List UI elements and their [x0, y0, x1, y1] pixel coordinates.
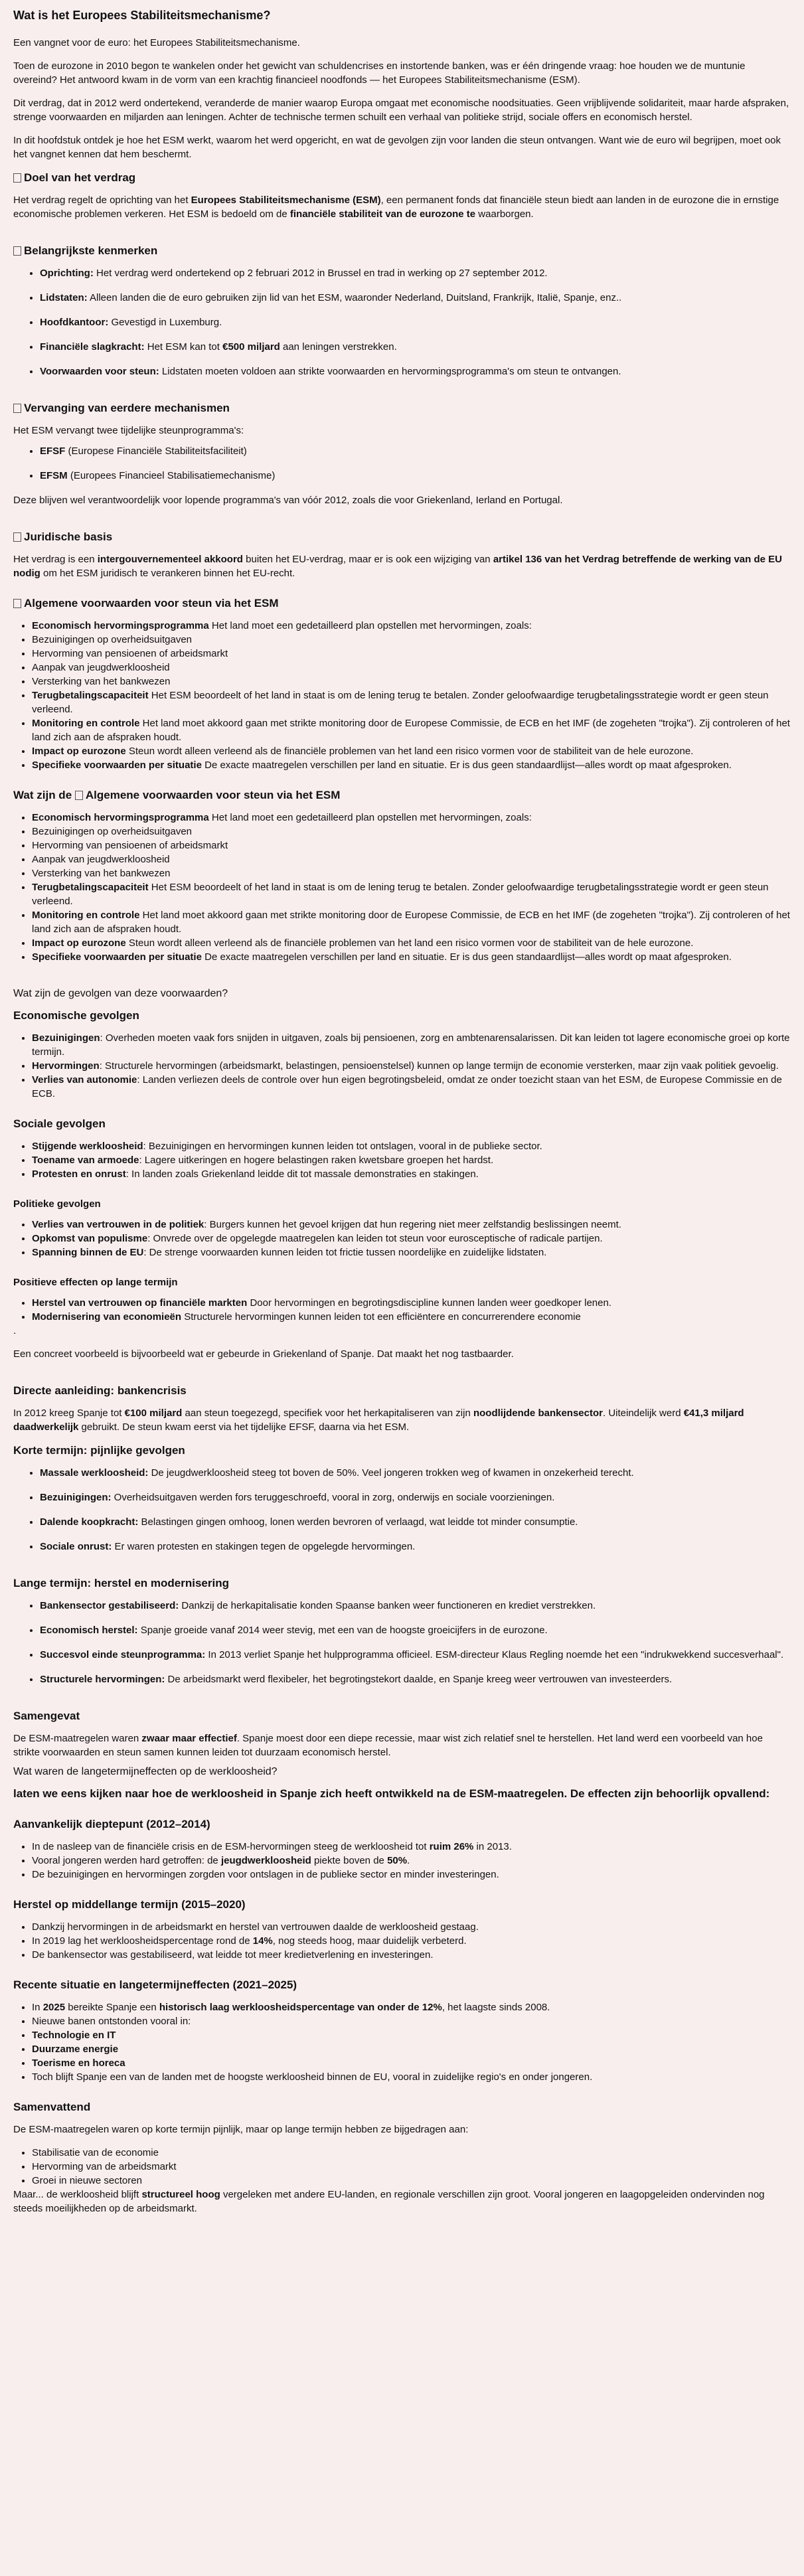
list-item: • Opkomst van populisme: Onvrede over de opgelegde maatregelen kan leiden tot steun voor eurosceptische of radicale partijen.: [32, 1232, 791, 1246]
list-item: • Modernisering van economieën Structurele hervormingen kunnen leiden tot een efficiëntere en concurrerendere economie: [32, 1310, 791, 1324]
list-item: • Vooral jongeren werden hard getroffen: de jeugdwerkloosheid piekte boven de 50%.: [32, 1854, 791, 1868]
samengevat-paragraph: De ESM-maatregelen waren zwaar maar effectief. Spanje moest door een diepe recessie, maar wist zich relatief snel te herstellen. Het land werd een voorbeeld van hoe strikte voorwaarden en steun samen kunnen leiden tot duurzaam economisch herstel.: [13, 1733, 763, 1758]
langetermijn-question: Wat waren de langetermijneffecten op de werkloosheid?: [13, 1766, 278, 1777]
korte-termijn-list: [13, 1466, 791, 1554]
lange-termijn-list: [13, 1599, 791, 1686]
list-item: • Dalende koopkracht: Belastingen gingen omhoog, lonen werden bevroren of verlaagd, wat leidde tot minder consumptie.: [40, 1515, 791, 1529]
list-item: • Hervormingen: Structurele hervormingen (arbeidsmarkt, belastingen, pensioenstelsel) kunnen op lange termijn de economie versterken, maar zijn vaak politiek gevoelig.: [32, 1059, 791, 1073]
list-item: • Stijgende werkloosheid: Bezuinigingen en hervormingen kunnen leiden tot ontslagen, vooral in de publieke sector.: [32, 1139, 791, 1153]
dieptepunt-list: [13, 1840, 791, 1882]
economisch-heading: Economische gevolgen: [13, 1009, 139, 1022]
list-item: • Sociale onrust: Er waren protesten en stakingen tegen de opgelegde hervormingen.: [40, 1540, 791, 1554]
list-item: • Spanning binnen de EU: De strenge voorwaarden kunnen leiden tot frictie tussen noordelijke en zuidelijke lidstaten.: [32, 1246, 791, 1259]
intro-tagline: Een vangnet voor de euro: het Europees Stabiliteitsmechanisme.: [13, 37, 300, 48]
list-item: • Monitoring en controle Het land moet akkoord gaan met strikte monitoring door de Europese Commissie, de ECB en het IMF (de zogeheten "trojka"). Zij controleren of het land zich aan de afspraken houdt.: [32, 908, 791, 936]
list-item: • Bankensector gestabiliseerd: Dankzij de herkapitalisatie konden Spaanse banken weer functioneren en krediet verstrekken.: [40, 1599, 791, 1613]
recent-heading: Recente situatie en langetermijneffecten (2021–2025): [13, 1978, 297, 1991]
voorwaarden-list: [13, 619, 791, 772]
list-item: • Oprichting: Het verdrag werd ondertekend op 2 februari 2012 in Brussel en trad in werking op 27 september 2012.: [40, 266, 791, 280]
list-item: • Financiële slagkracht: Het ESM kan tot €500 miljard aan leningen verstrekken.: [40, 340, 791, 354]
gevolgen-question: Wat zijn de gevolgen van deze voorwaarden?: [13, 988, 228, 999]
intro-paragraph-2: Dit verdrag, dat in 2012 werd ondertekend, veranderde de manier waarop Europa omgaat met economische noodsituaties. Geen vrijblijvende solidariteit, maar harde afspraken, strenge voorwaarden en miljarden aan leningen. Achter de technische termen schuilt een verhaal van politieke strijd, sociale offers en economisch herstel.: [13, 98, 789, 123]
vervanging-outro: Deze blijven wel verantwoordelijk voor lopende programma's van vóór 2012, zoals die voor Griekenland, Ierland en Portugal.: [13, 495, 563, 506]
list-item: • Massale werkloosheid: De jeugdwerkloosheid steeg tot boven de 50%. Veel jongeren trokken weg of kwamen in onzekerheid terecht.: [40, 1466, 791, 1480]
dieptepunt-heading: Aanvankelijk dieptepunt (2012–2014): [13, 1818, 210, 1830]
juridisch-heading: Juridische basis: [13, 530, 791, 544]
positief-dot: .: [13, 1325, 17, 1336]
list-item: • Technologie en IT: [32, 2028, 791, 2042]
economisch-list: [13, 1031, 791, 1101]
list-item: • Toch blijft Spanje een van de landen met de hoogste werkloosheid binnen de EU, vooral in zuidelijke regio's en onder jongeren.: [32, 2070, 791, 2084]
positief-list: [13, 1296, 791, 1324]
page-title: Wat is het Europees Stabiliteitsmechanisme?: [13, 9, 271, 22]
politiek-list: [13, 1218, 791, 1259]
voorwaarden-vraag-heading: Wat zijn de Algemene voorwaarden voor steun via het ESM: [13, 789, 341, 801]
intro-paragraph-3: In dit hoofdstuk ontdek je hoe het ESM werkt, waarom het werd opgericht, en wat de gevolgen zijn voor landen die steun ontvangen. Want wie de euro wil begrijpen, moet ook het vangnet kennen dat hem beschermt.: [13, 135, 781, 160]
samenvattend-heading: Samenvattend: [13, 2101, 91, 2113]
intro-paragraph-1: Toen de eurozone in 2010 begon te wankelen onder het gewicht van schuldencrises en instortende banken, was er één dringende vraag: hoe houden we de muntunie overeind? Het antwoord kwam in de vorm van een krachtig financieel noodfonds — het Europees Stabiliteitsmechanisme (ESM).: [13, 60, 746, 86]
vervanging-heading: Vervanging van eerdere mechanismen: [13, 401, 791, 416]
sociaal-heading: Sociale gevolgen: [13, 1117, 106, 1130]
list-item: • Duurzame energie: [32, 2042, 791, 2056]
vervanging-intro: Het ESM vervangt twee tijdelijke steunprogramma's:: [13, 425, 244, 436]
placeholder-glyph-icon: [13, 404, 21, 413]
langetermijn-heading: laten we eens kijken naar hoe de werkloosheid in Spanje zich heeft ontwikkeld na de ESM-maatregelen. De effecten zijn behoorlijk opvallend:: [13, 1787, 770, 1800]
list-item: • Hervorming van pensioenen of arbeidsmarkt: [32, 647, 791, 661]
samenvattend-paragraph: Maar... de werkloosheid blijft structureel hoog vergeleken met andere EU-landen, en regionale verschillen zijn groot. Vooral jongeren en laagopgeleiden ondervinden nog steeds moeilijkheden op de arbeidsmarkt.: [13, 2189, 765, 2214]
doel-heading: Doel van het verdrag: [13, 171, 791, 185]
samengevat-heading: Samengevat: [13, 1710, 80, 1722]
list-item: • De bezuinigingen en hervormingen zorgden voor ontslagen in de publieke sector en minder investeringen.: [32, 1868, 791, 1882]
list-item: • Hervorming van pensioenen of arbeidsmarkt: [32, 839, 791, 852]
list-item: • Versterking van het bankwezen: [32, 675, 791, 688]
list-item: • Economisch hervormingsprogramma Het land moet een gedetailleerd plan opstellen met hervormingen, zoals:: [32, 619, 791, 633]
list-item: • Verlies van vertrouwen in de politiek: Burgers kunnen het gevoel krijgen dat hun regering niet meer zelfstandig beslissingen neemt.: [32, 1218, 791, 1232]
list-item: • Lidstaten: Alleen landen die de euro gebruiken zijn lid van het ESM, waaronder Nederland, Duitsland, Frankrijk, Italië, Spanje, enz..: [40, 291, 791, 305]
list-item: • Bezuinigingen op overheidsuitgaven: [32, 633, 791, 647]
list-item: • In 2019 lag het werkloosheidspercentage rond de 14%, nog steeds hoog, maar duidelijk verbeterd.: [32, 1934, 791, 1948]
list-item: • Economisch hervormingsprogramma Het land moet een gedetailleerd plan opstellen met hervormingen, zoals:: [32, 811, 791, 825]
kenmerken-heading: Belangrijkste kenmerken: [13, 244, 791, 258]
list-item: • Structurele hervormingen: De arbeidsmarkt werd flexibeler, het begrotingstekort daalde, en Spanje kreeg weer vertrouwen van investeerders.: [40, 1672, 791, 1686]
placeholder-glyph-icon: [13, 173, 21, 183]
list-item: • De bankensector was gestabiliseerd, wat leidde tot meer kredietverlening en investeringen.: [32, 1948, 791, 1962]
list-item: • Toename van armoede: Lagere uitkeringen en hogere belastingen raken kwetsbare groepen het hardst.: [32, 1153, 791, 1167]
list-item: • Protesten en onrust: In landen zoals Griekenland leidde dit tot massale demonstraties en stakingen.: [32, 1167, 791, 1181]
list-item: • Dankzij hervormingen in de arbeidsmarkt en herstel van vertrouwen daalde de werkloosheid gestaag.: [32, 1920, 791, 1934]
samenvattend-list: [13, 2146, 791, 2188]
list-item: • Nieuwe banen ontstonden vooral in:: [32, 2014, 791, 2028]
list-item: • Bezuinigingen: Overheden moeten vaak fors snijden in uitgaven, zoals bij pensioenen, zorg en ambtenarensalarissen. Dit kan leiden tot lagere economische groei op korte termijn.: [32, 1031, 791, 1059]
list-item: • Bezuinigingen: Overheidsuitgaven werden fors teruggeschroefd, vooral in zorg, onderwijs en sociale voorzieningen.: [40, 1490, 791, 1504]
list-item: • In de nasleep van de financiële crisis en de ESM-hervormingen steeg de werkloosheid tot ruim 26% in 2013.: [32, 1840, 791, 1854]
list-item: • Groei in nieuwe sectoren: [32, 2174, 791, 2188]
placeholder-glyph-icon: [13, 599, 21, 608]
juridisch-paragraph: Het verdrag is een intergouvernementeel akkoord buiten het EU-verdrag, maar er is ook een wijziging van artikel 136 van het Verdrag betreffende de werking van de EU nodig om het ESM juridisch te verankeren binnen het EU-recht.: [13, 554, 782, 579]
placeholder-glyph-icon: [13, 246, 21, 256]
korte-termijn-heading: Korte termijn: pijnlijke gevolgen: [13, 1444, 185, 1457]
list-item: • Versterking van het bankwezen: [32, 866, 791, 880]
list-item: • EFSM (Europees Financieel Stabilisatiemechanisme): [40, 469, 791, 483]
samenvattend-intro: De ESM-maatregelen waren op korte termijn pijnlijk, maar op lange termijn hebben ze bijgedragen aan:: [13, 2124, 469, 2135]
voorwaarden-list-2: [13, 811, 791, 964]
list-item: • Verlies van autonomie: Landen verliezen deels de controle over hun eigen begrotingsbeleid, omdat ze onder toezicht staan van het ESM, de Europese Commissie en de ECB.: [32, 1073, 791, 1101]
voorbeeld-paragraph: Een concreet voorbeeld is bijvoorbeeld wat er gebeurde in Griekenland of Spanje. Dat maakt het nog tastbaarder.: [13, 1348, 514, 1360]
list-item: • Impact op eurozone Steun wordt alleen verleend als de financiële problemen van het land een risico vormen voor de stabiliteit van de hele eurozone.: [32, 744, 791, 758]
positief-heading: Positieve effecten op lange termijn: [13, 1277, 178, 1288]
politiek-heading: Politieke gevolgen: [13, 1198, 101, 1210]
list-item: • Hoofdkantoor: Gevestigd in Luxemburg.: [40, 315, 791, 329]
list-item: • Terugbetalingscapaciteit Het ESM beoordeelt of het land in staat is om de lening terug te betalen. Zonder geloofwaardige terugbetalingsstrategie wordt er geen steun verleend.: [32, 880, 791, 908]
list-item: • Specifieke voorwaarden per situatie De exacte maatregelen verschillen per land en situatie. Er is dus geen standaardlijst—alles wordt op maat afgesproken.: [32, 950, 791, 964]
list-item: • Impact op eurozone Steun wordt alleen verleend als de financiële problemen van het land een risico vormen voor de stabiliteit van de hele eurozone.: [32, 936, 791, 950]
list-item: • Stabilisatie van de economie: [32, 2146, 791, 2160]
list-item: • Hervorming van de arbeidsmarkt: [32, 2160, 791, 2174]
doel-paragraph: Het verdrag regelt de oprichting van het Europees Stabiliteitsmechanisme (ESM), een permanent fonds dat financiële steun biedt aan landen in de eurozone die in ernstige economische problemen verkeren. Het ESM is bedoeld om de financiële stabiliteit van de eurozone te waarborgen.: [13, 195, 779, 220]
voorwaarden-heading: Algemene voorwaarden voor steun via het ESM: [13, 596, 791, 611]
aanleiding-paragraph: In 2012 kreeg Spanje tot €100 miljard aan steun toegezegd, specifiek voor het herkapitaliseren van zijn noodlijdende bankensector. Uiteindelijk werd €41,3 miljard daadwerkelijk gebruikt. De steun kwam eerst via het tijdelijke EFSF, daarna via het ESM.: [13, 1408, 744, 1433]
list-item: • Voorwaarden voor steun: Lidstaten moeten voldoen aan strikte voorwaarden en hervormingsprogramma's om steun te ontvangen.: [40, 364, 791, 378]
lange-termijn-heading: Lange termijn: herstel en modernisering: [13, 1577, 229, 1589]
list-item: • In 2025 bereikte Spanje een historisch laag werkloosheidspercentage van onder de 12%, het laagste sinds 2008.: [32, 2000, 791, 2014]
sociaal-list: [13, 1139, 791, 1181]
list-item: • Bezuinigingen op overheidsuitgaven: [32, 825, 791, 839]
list-item: • Terugbetalingscapaciteit Het ESM beoordeelt of het land in staat is om de lening terug te betalen. Zonder geloofwaardige terugbetalingsstrategie wordt er geen steun verleend.: [32, 688, 791, 716]
list-item: • Aanpak van jeugdwerkloosheid: [32, 852, 791, 866]
placeholder-glyph-icon: [13, 532, 21, 542]
recent-list: [13, 2000, 791, 2084]
herstel-heading: Herstel op middellange termijn (2015–2020): [13, 1898, 246, 1911]
kenmerken-list: [13, 266, 791, 378]
placeholder-glyph-icon: [75, 791, 83, 800]
list-item: • Succesvol einde steunprogramma: In 2013 verliet Spanje het hulpprogramma officieel. ESM-directeur Klaus Regling noemde het een "indrukwekkend succesverhaal".: [40, 1648, 791, 1662]
vervanging-list: [13, 444, 791, 483]
aanleiding-heading: Directe aanleiding: bankencrisis: [13, 1384, 187, 1397]
list-item: • Herstel van vertrouwen op financiële markten Door hervormingen en begrotingsdiscipline kunnen landen weer goedkoper lenen.: [32, 1296, 791, 1310]
herstel-list: [13, 1920, 791, 1962]
list-item: • Toerisme en horeca: [32, 2056, 791, 2070]
list-item: • Aanpak van jeugdwerkloosheid: [32, 661, 791, 675]
list-item: • Economisch herstel: Spanje groeide vanaf 2014 weer stevig, met een van de hoogste groeicijfers in de eurozone.: [40, 1623, 791, 1637]
list-item: • Specifieke voorwaarden per situatie De exacte maatregelen verschillen per land en situatie. Er is dus geen standaardlijst—alles wordt op maat afgesproken.: [32, 758, 791, 772]
list-item: • EFSF (Europese Financiële Stabiliteitsfaciliteit): [40, 444, 791, 458]
list-item: • Monitoring en controle Het land moet akkoord gaan met strikte monitoring door de Europese Commissie, de ECB en het IMF (de zogeheten "trojka"). Zij controleren of het land zich aan de afspraken houdt.: [32, 716, 791, 744]
